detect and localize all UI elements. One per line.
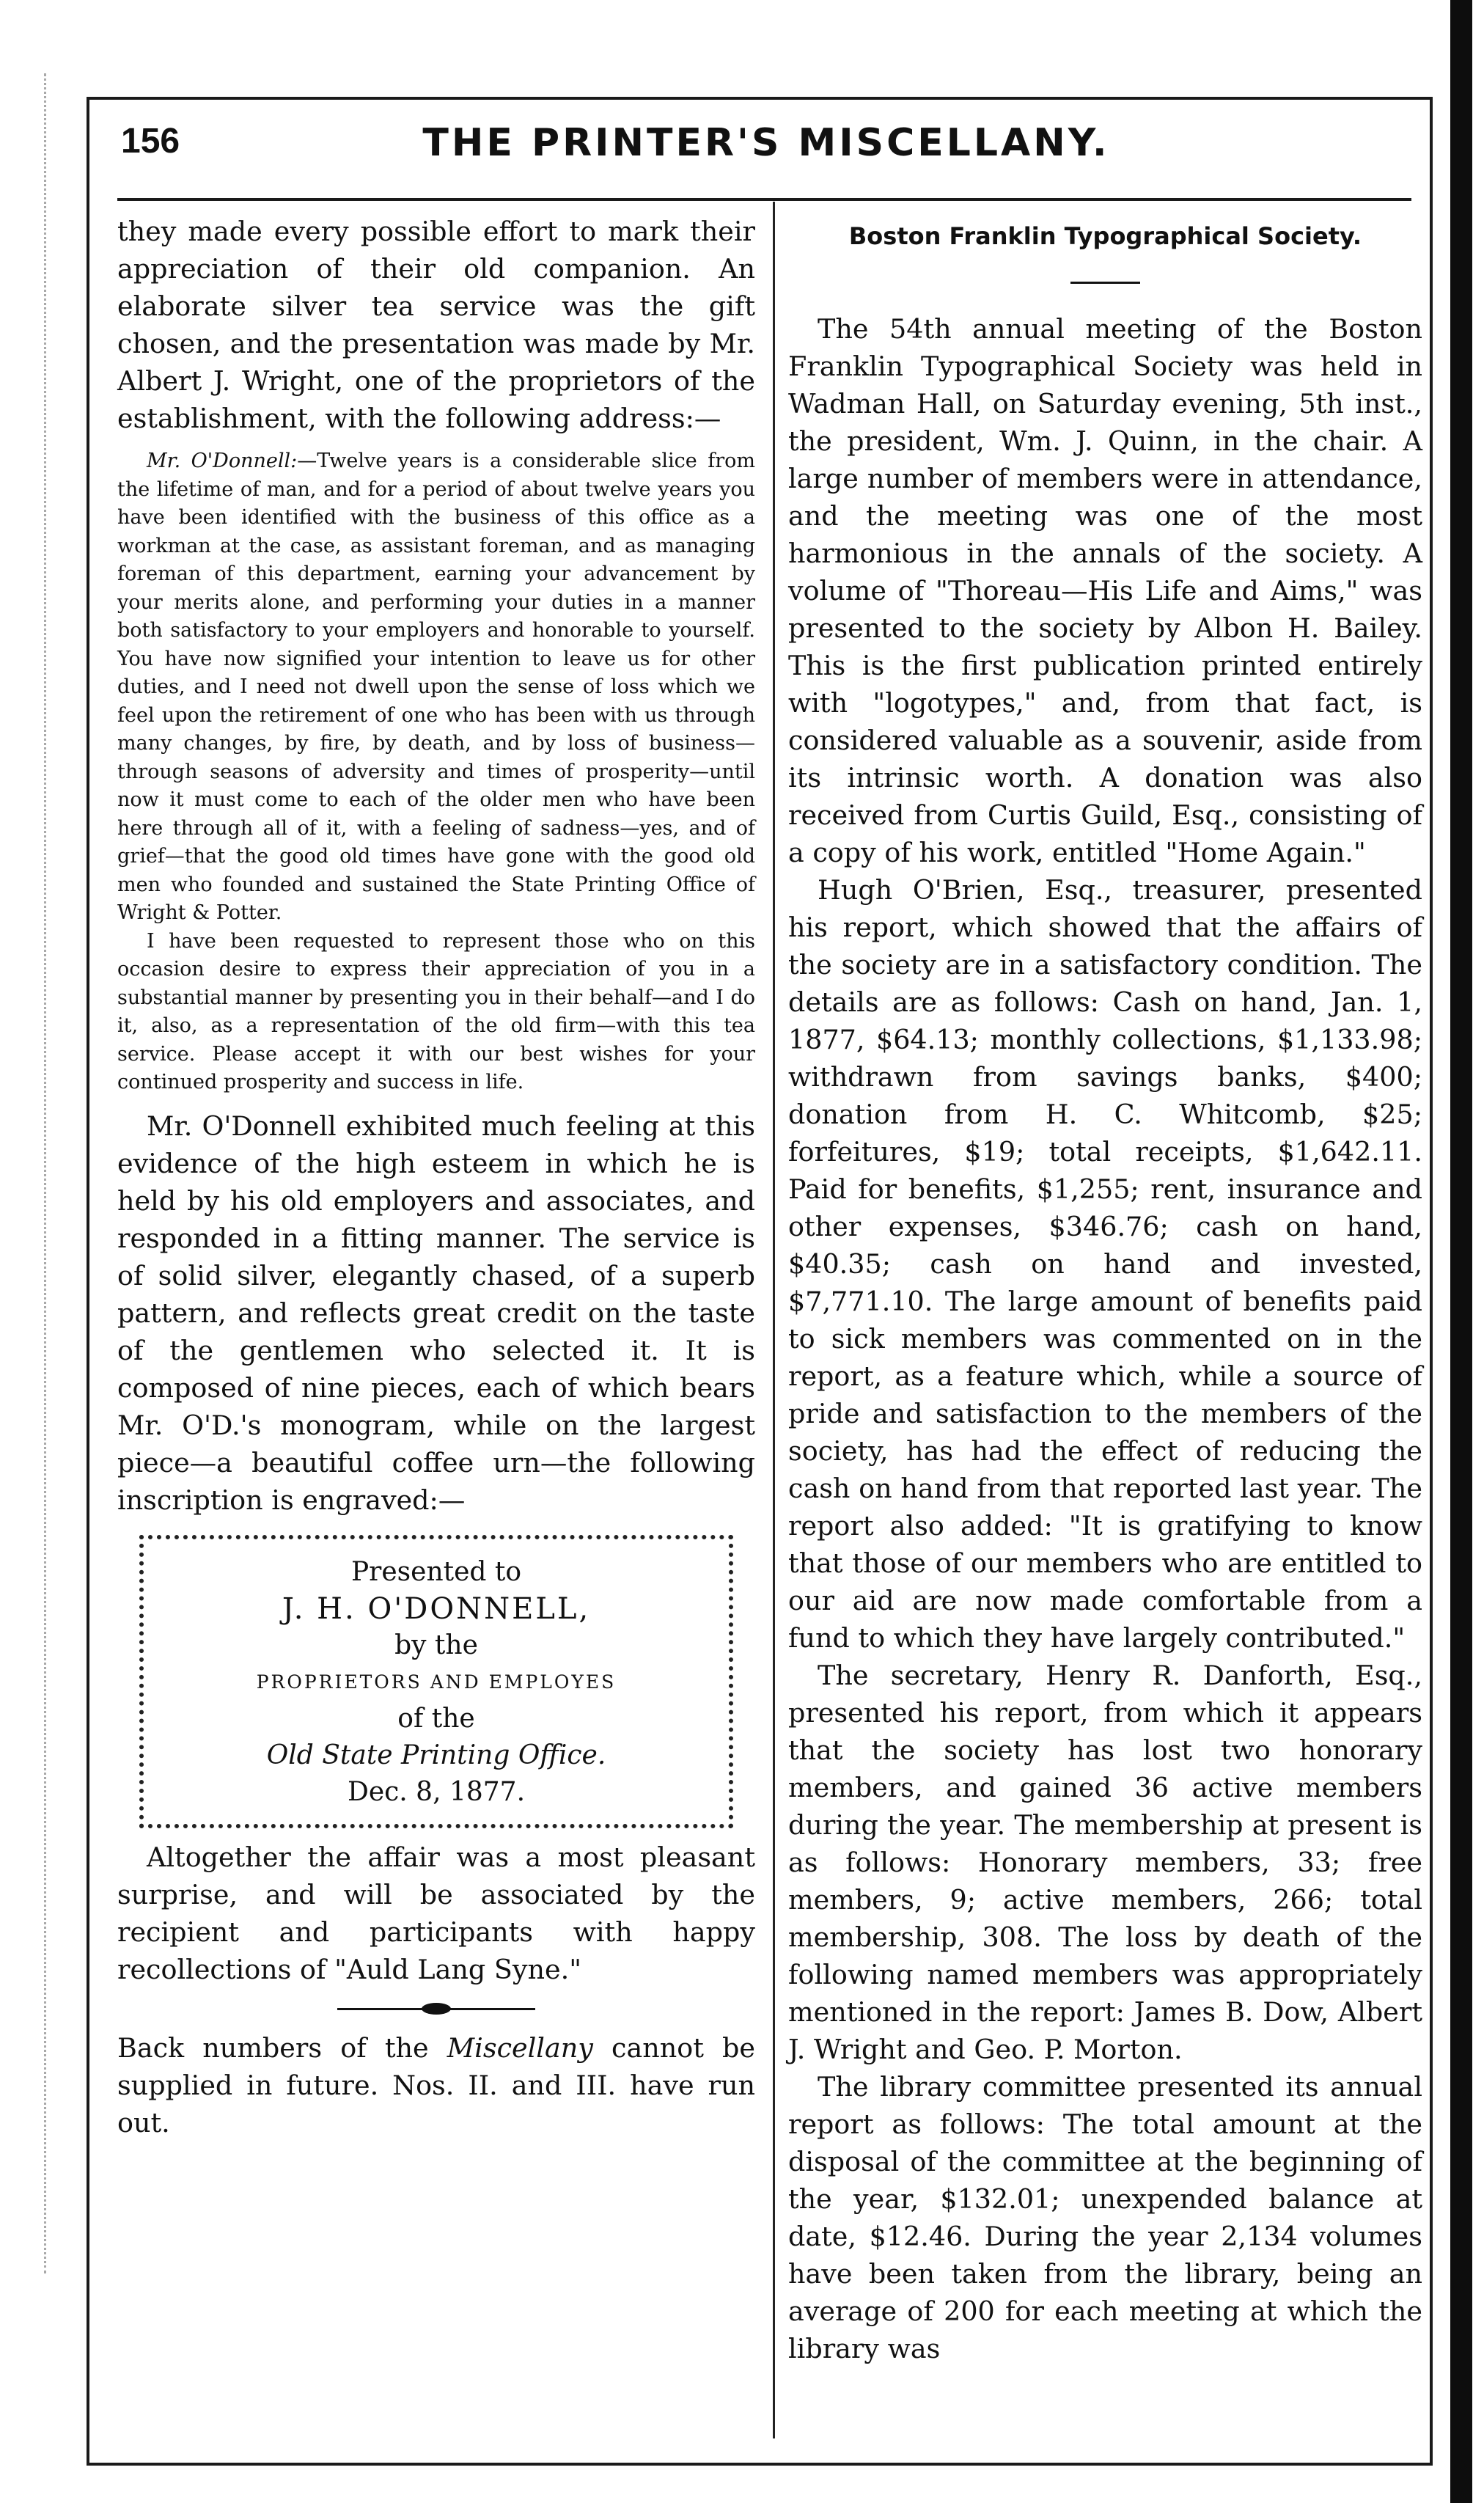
- scan-edge-bar: [1450, 0, 1472, 2503]
- address-paragraph-2: I have been requested to represent those who on this occasion desire to express their appreciation of you in a substantial manner by presenting you in their behalf—and I do it, also, as a representation of the old firm—with this tea service. Please accept it with our best wishes for your continued prosperity and success in life.: [117, 929, 755, 1093]
- closing-paragraph: Altogether the affair was a most pleasant surprise, and will be associated by the recipient and participants with happy recollections of "Auld Lang Syne.": [117, 1841, 755, 1985]
- treasurer-paragraph: Hugh O'Brien, Esq., treasurer, presented his report, which showed that the affairs of the society are in a satisfactory condition. The details are as follows: Cash on hand, Jan. 1, 1877, $64.13; monthly collections, $1,133.98; withdrawn from savings banks, $400; donation from H. C. Whitcomb, $25; forfeitures, $19; total receipts, $1,642.11. Paid for benefits, $1,255; rent, insurance and other expenses, $346.76; cash on hand, $40.35; cash on hand and invested, $7,771.10. The large amount of benefits paid to sick members was commented on in the report, as a feature which, while a source of pride and satisfaction to the members of the society, has had the effect of reducing the cash on hand from that reported last year. The report also added: "It is gratifying to know that those of our members who are entitled to our aid are now made comfortable from a fund to which they have largely contributed.": [788, 874, 1422, 1654]
- notice-text-start: Back numbers of the: [117, 2031, 447, 2064]
- heading-rule: [1070, 282, 1140, 284]
- library-paragraph: The library committee presented its annual report as follows: The total amount at the disposal of the committee at the beginning of the year, $132.01; unexpended balance at date, $12.46. During the year 2,134 volumes have been taken from the library, being an average of 200 for each meeting at which the library was: [788, 2071, 1422, 2364]
- intro-paragraph: they made every possible effort to mark their appreciation of their old companion. An elaborate silver tea service was the gift chosen, and the presentation was made by Mr. Albert J. Wright, one of the proprietors of the establishment, with the following address:—: [117, 216, 755, 434]
- inscription-recipient: J. H. O'DONNELL,: [282, 1591, 591, 1626]
- address-salutation: Mr. O'Donnell:: [147, 450, 298, 472]
- inscription-date: Dec. 8, 1877.: [347, 1776, 526, 1807]
- running-title: THE PRINTER'S MISCELLANY.: [422, 121, 1110, 165]
- inscription-box: [139, 1535, 733, 1828]
- page-header: [121, 121, 1411, 172]
- notice-publication-name: Miscellany: [447, 2031, 593, 2064]
- column-divider: [773, 202, 775, 2438]
- secretary-paragraph: The secretary, Henry R. Danforth, Esq., presented his report, from which it appears that the society has lost two honorary members, and gained 36 active members during the year. The membership at present is as follows: Honorary members, 33; free members, 9; active members, 266; total membership, 308. The loss by death of the following named members was appropriately mentioned in the report: James B. Dow, Albert J. Wright and Geo. P. Morton.: [788, 1660, 1422, 2065]
- back-numbers-notice: [117, 2029, 755, 2141]
- address-text-1: —Twelve years is a considerable slice from the lifetime of man, and for a period of about twelve years you have been identified with the business of this office as a workman at the case, as assistant foreman, and as managing foreman of this department, earning your advancement by your merits alone, and performing your duties in a manner both satisfactory to your employers and honorable to yourself. You have now signified your intention to leave us for other duties, and I need not dwell upon the sense of loss which we feel upon the retirement of one who has been with us through many changes, by fire, by death, and by loss of business—through seasons of adversity and times of prosperity—until now it must come to each of the older men who have been here through all of it, with a feeling of sadness—yes, and of grief—that the good old times have gone with the good old men who founded and sustained the State Printing Office of Wright & Potter.: [117, 450, 755, 924]
- left-column: [117, 213, 755, 2141]
- header-rule: [117, 198, 1411, 201]
- inscription-line: by the: [394, 1630, 478, 1660]
- scan-margin-specks: [44, 73, 76, 2273]
- address-paragraph-1: [117, 447, 755, 928]
- right-column: [788, 213, 1422, 2367]
- ornamental-divider: [337, 2001, 535, 2016]
- page-number: 156: [121, 122, 180, 161]
- inscription-line: of the: [397, 1703, 475, 1734]
- response-paragraph: Mr. O'Donnell exhibited much feeling at this evidence of the high esteem in which he is held by his old employers and associates, and responded in a fitting manner. The service is of solid silver, elegantly chased, of a superb pattern, and reflects great credit on the taste of the gentlemen who selected it. It is composed of nine pieces, each of which bears Mr. O'D.'s monogram, while on the largest piece—a beautiful coffee urn—the following inscription is engraved:—: [117, 1110, 755, 1516]
- meeting-paragraph: The 54th annual meeting of the Boston Franklin Typographical Society was held in Wadman Hall, on Saturday evening, 5th inst., the president, Wm. J. Quinn, in the chair. A large number of members were in attendance, and the meeting was one of the most harmonious in the annals of the society. A volume of "Thoreau—His Life and Aims," was presented to the society by Albon H. Bailey. This is the first publication printed entirely with "logotypes," and, from that fact, is considered valuable as a souvenir, aside from its intrinsic worth. A donation was also received from Curtis Guild, Esq., consisting of a copy of his work, entitled "Home Again.": [788, 313, 1422, 868]
- inscription-office: Old State Printing Office.: [266, 1740, 606, 1770]
- inscription-line: Presented to: [350, 1556, 522, 1587]
- notice-text-end: cannot be supplied in future. Nos. II. and III. have run out.: [117, 2031, 755, 2139]
- section-heading: Boston Franklin Typographical Society.: [848, 222, 1362, 250]
- inscription-givers: PROPRIETORS AND EMPLOYES: [256, 1671, 617, 1693]
